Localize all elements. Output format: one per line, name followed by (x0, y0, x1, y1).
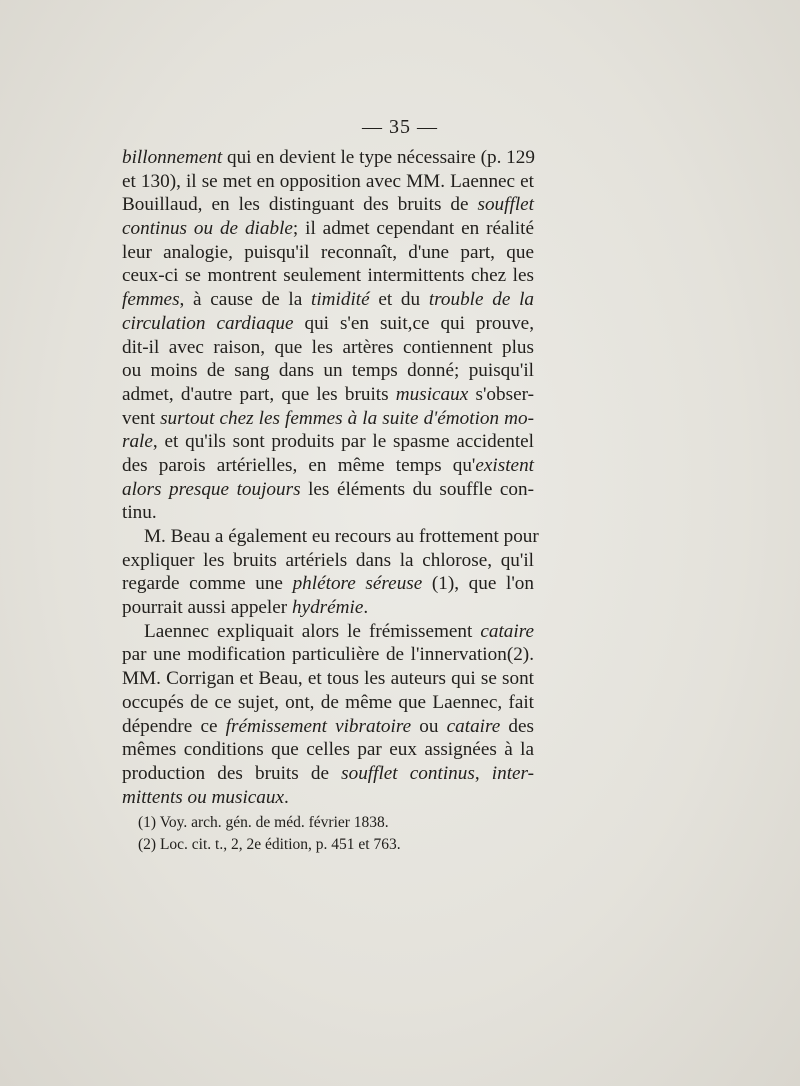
text-run: Bouillaud, en les distinguant des bruits de (122, 194, 478, 216)
text-run: s'obser- (468, 383, 534, 405)
text-run: expliquer les bruits artériels dans la chlorose, qu'il (122, 549, 534, 571)
italic-run: continus ou de diable (122, 218, 293, 240)
text-run: ; il admet cependant en réalité (292, 218, 535, 240)
footnote-mark: (1) (138, 814, 157, 831)
text-line (122, 170, 534, 194)
text-line (122, 241, 534, 265)
text-line (122, 430, 534, 454)
italic-run: trouble de la (428, 289, 534, 311)
italic-run: hydrémie (291, 597, 364, 619)
text-run: production des bruits de (122, 762, 342, 784)
italic-run: femmes (122, 289, 180, 311)
text-line (122, 383, 534, 407)
footnote-text: Voy. arch. gén. de méd. février 1838. (159, 814, 389, 831)
text-run: et 130), il se met en opposition avec MM. Laennec et (122, 170, 534, 192)
text-line (122, 264, 534, 288)
text-line (122, 596, 534, 620)
text-run: occupés de ce sujet, ont, de même que Laennec, fait (122, 691, 534, 713)
text-run: dit-il avec raison, que les artères contiennent plus (122, 336, 534, 358)
text-line (122, 217, 534, 241)
text-run: admet, d'autre part, que les bruits (122, 383, 396, 405)
text-line (122, 715, 534, 739)
text-line (122, 620, 534, 644)
text-line (122, 288, 534, 312)
text-run: ceux-ci se montrent seulement intermittents chez les (122, 265, 534, 287)
italic-run: mittents ou musicaux (122, 786, 285, 808)
italic-run: rale (122, 431, 153, 453)
text-line (122, 312, 534, 336)
footnotes (138, 812, 558, 855)
italic-run: cataire (480, 620, 534, 642)
text-run: , (474, 762, 492, 784)
italic-run: surtout chez les femmes à la suite d'émotion mo- (160, 407, 534, 429)
text-run: mêmes conditions que celles par eux assignées à la (122, 739, 534, 761)
text-run: des parois artérielles, en même temps qu' (122, 454, 476, 476)
text-run: MM. Corrigan et Beau, et tous les auteurs qui se sont (122, 668, 534, 690)
text-line (122, 407, 534, 431)
body-text (122, 146, 539, 809)
text-run: par une modification particulière de l'innervation(2). (122, 644, 534, 666)
text-run: M. Beau a également eu recours au frottement pour (144, 526, 539, 547)
text-run: regarde comme une (122, 573, 293, 595)
text-line (122, 193, 534, 217)
text-run: ou moins de sang dans un temps donné; puisqu'il (122, 360, 534, 382)
footnote (138, 812, 558, 834)
text-run: . (284, 786, 289, 808)
footnote (138, 834, 558, 856)
italic-run: phlétore séreuse (292, 573, 423, 595)
text-run: qui en devient le type nécessaire (p. 129 (222, 147, 535, 168)
italic-run: inter- (491, 762, 535, 784)
italic-run: cataire (446, 715, 501, 737)
text-run: qui s'en suit,ce qui prouve, (293, 312, 534, 334)
italic-run: billonnement (122, 147, 223, 168)
text-run: , et qu'ils sont produits par le spasme accidentel (152, 431, 534, 453)
italic-run: musicaux (395, 383, 469, 405)
text-line (122, 146, 534, 170)
italic-run: soufflet continus (341, 762, 475, 784)
italic-run: frémissement vibratoire (225, 715, 412, 737)
text-run: tinu. (122, 502, 157, 524)
text-line (122, 691, 534, 715)
text-run: pourrait aussi appeler (122, 597, 292, 619)
italic-run: alors presque toujours (122, 478, 301, 500)
text-line (122, 667, 534, 691)
text-run: dépendre ce (122, 715, 226, 737)
footnote-text: Loc. cit. t., 2, 2e édition, p. 451 et 763. (159, 835, 401, 853)
italic-run: existent (475, 454, 534, 476)
text-line (122, 762, 534, 786)
text-line (122, 501, 534, 525)
page-number-header: — 35 — (362, 116, 438, 138)
text-run: ou (411, 715, 447, 737)
italic-run: circulation cardiaque (122, 312, 294, 334)
text-line (122, 572, 534, 596)
text-run: (1), que l'on (422, 573, 534, 595)
text-line (122, 478, 534, 502)
text-line (122, 786, 534, 810)
text-line (122, 454, 534, 478)
text-run: . (363, 597, 369, 619)
text-run: et du (369, 289, 429, 311)
text-line (122, 738, 534, 762)
text-run: , à cause de la (179, 289, 311, 311)
text-run: leur analogie, puisqu'il reconnaît, d'une part, que (122, 241, 534, 263)
text-run: Laennec expliquait alors le frémissement (144, 620, 481, 642)
italic-run: soufflet (477, 194, 534, 216)
text-line (122, 549, 534, 573)
text-line (122, 359, 534, 383)
text-line (122, 643, 534, 667)
text-line (122, 525, 539, 549)
text-line (122, 336, 534, 360)
text-run: les éléments du souffle con- (300, 478, 534, 500)
text-run: des (500, 715, 535, 737)
italic-run: timidité (311, 289, 370, 311)
footnote-mark: (2) (138, 835, 157, 853)
text-run: vent (122, 407, 161, 429)
